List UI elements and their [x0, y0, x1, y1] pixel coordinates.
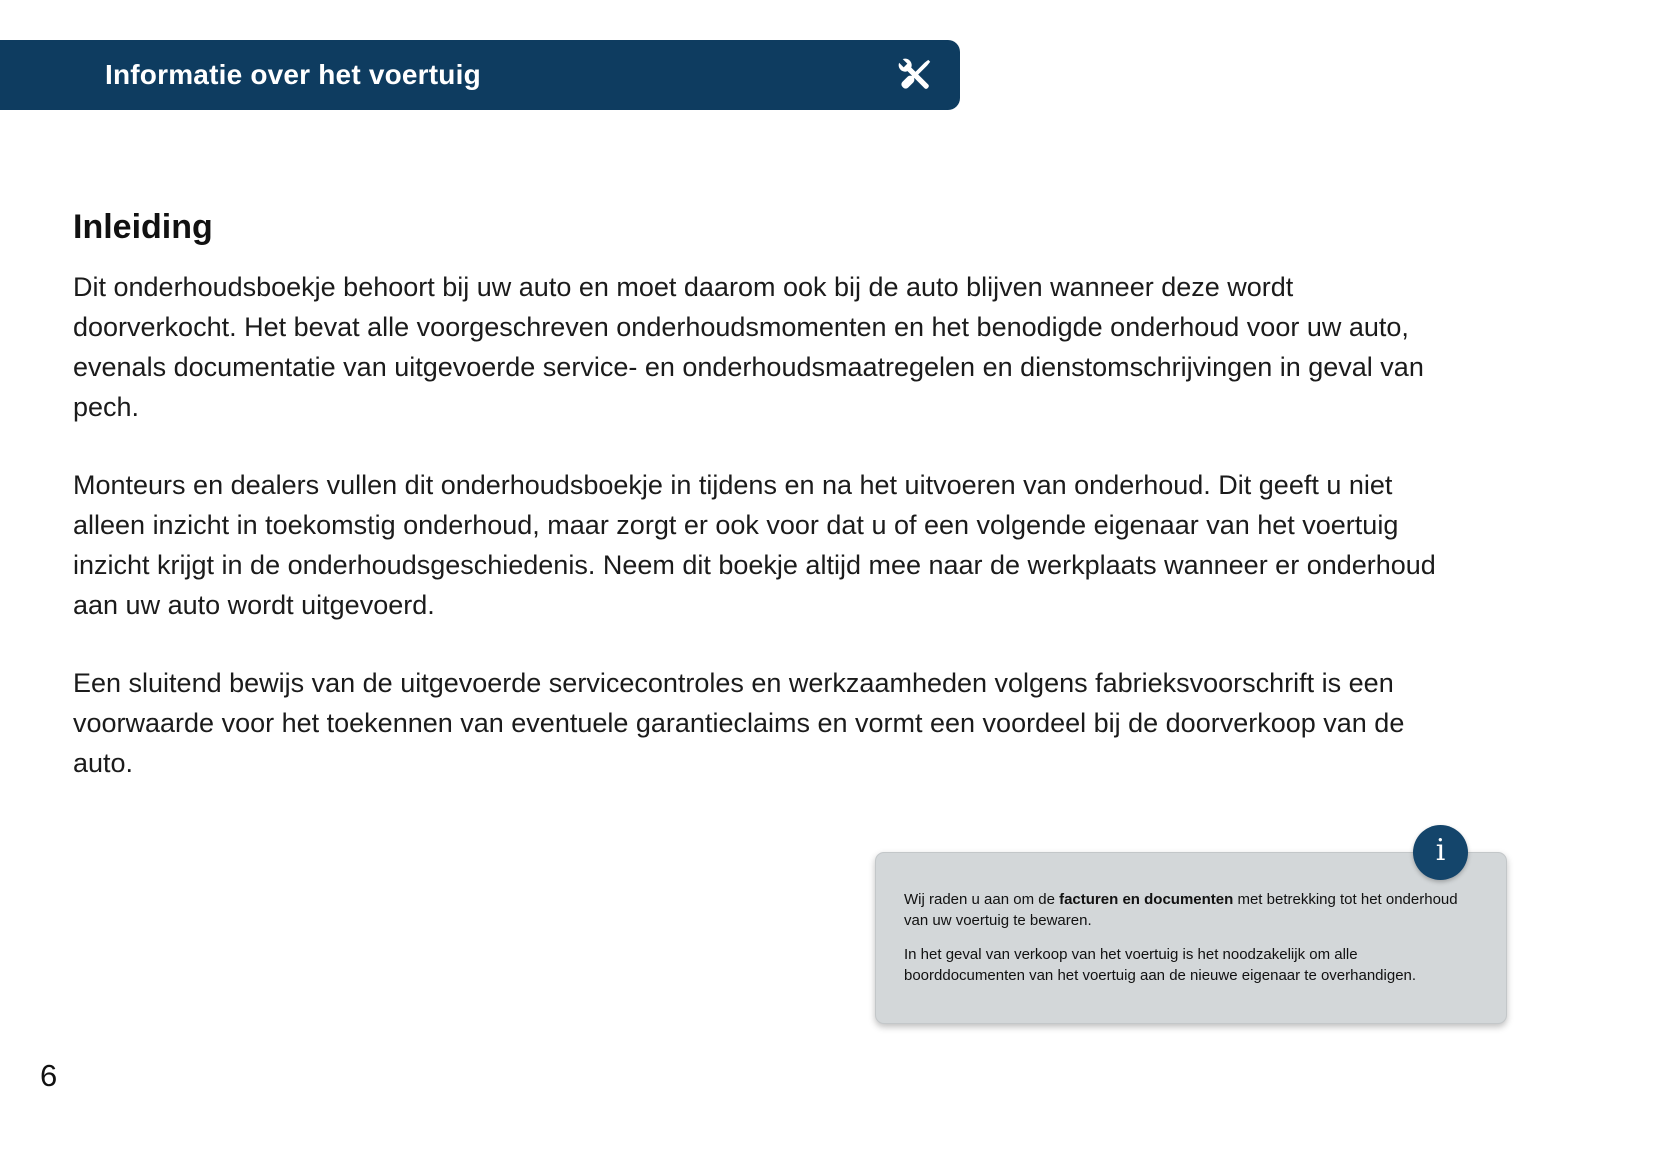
- info-note: In het geval van verkoop van het voertuig is het noodzakelijk om alle boorddocumenten van het voertuig aan de nieuwe eigenaar te overhandigen.: [904, 946, 1417, 984]
- section-heading: Inleiding: [73, 208, 213, 246]
- info-note-text: Wij raden u aan om de: [904, 891, 1060, 908]
- body-paragraph: Dit onderhoudsboekje behoort bij uw auto en moet daarom ook bij de auto blijven wanneer deze wordt doorverkocht. Het bevat alle voorgeschreven onderhoudsmomenten en het benodigde onderhoud voor uw auto, evenals documentatie van uitgevoerde service- en onderhoudsmaatregelen en dienstomschrijvingen in geval van pech.: [73, 272, 1424, 422]
- info-icon: [1413, 825, 1468, 880]
- info-icon-glyph: i: [1435, 832, 1446, 868]
- chapter-title: Informatie over het voertuig: [105, 59, 481, 90]
- body-paragraph: Monteurs en dealers vullen dit onderhoudsboekje in tijdens en na het uitvoeren van onderhoud. Dit geeft u niet alleen inzicht in toekomstig onderhoud, maar zorgt er ook voor dat u of een volgende eigenaar van het voertuig inzicht krijgt in de onderhoudsgeschiedenis. Neem dit boekje altijd mee naar de werkplaats wanneer er onderhoud aan uw auto wordt uitgevoerd.: [73, 470, 1436, 620]
- info-note: [904, 889, 1478, 931]
- body-paragraph: Een sluitend bewijs van de uitgevoerde servicecontroles en werkzaamheden volgens fabrieksvoorschrift is een voorwaarde voor het toekennen van eventuele garantieclaims en vormt een voordeel bij de doorverkoop van de auto.: [73, 668, 1405, 778]
- main-content: [73, 208, 1441, 821]
- chapter-header-bar: [0, 40, 960, 110]
- page-number: 6: [40, 1058, 58, 1093]
- tools-icon: [892, 52, 938, 98]
- info-note-bold: facturen en documenten: [1059, 891, 1234, 908]
- info-note-text: met betrekking tot het onderhoud van uw voertuig te bewaren.: [904, 891, 1458, 929]
- info-box: [875, 852, 1507, 1024]
